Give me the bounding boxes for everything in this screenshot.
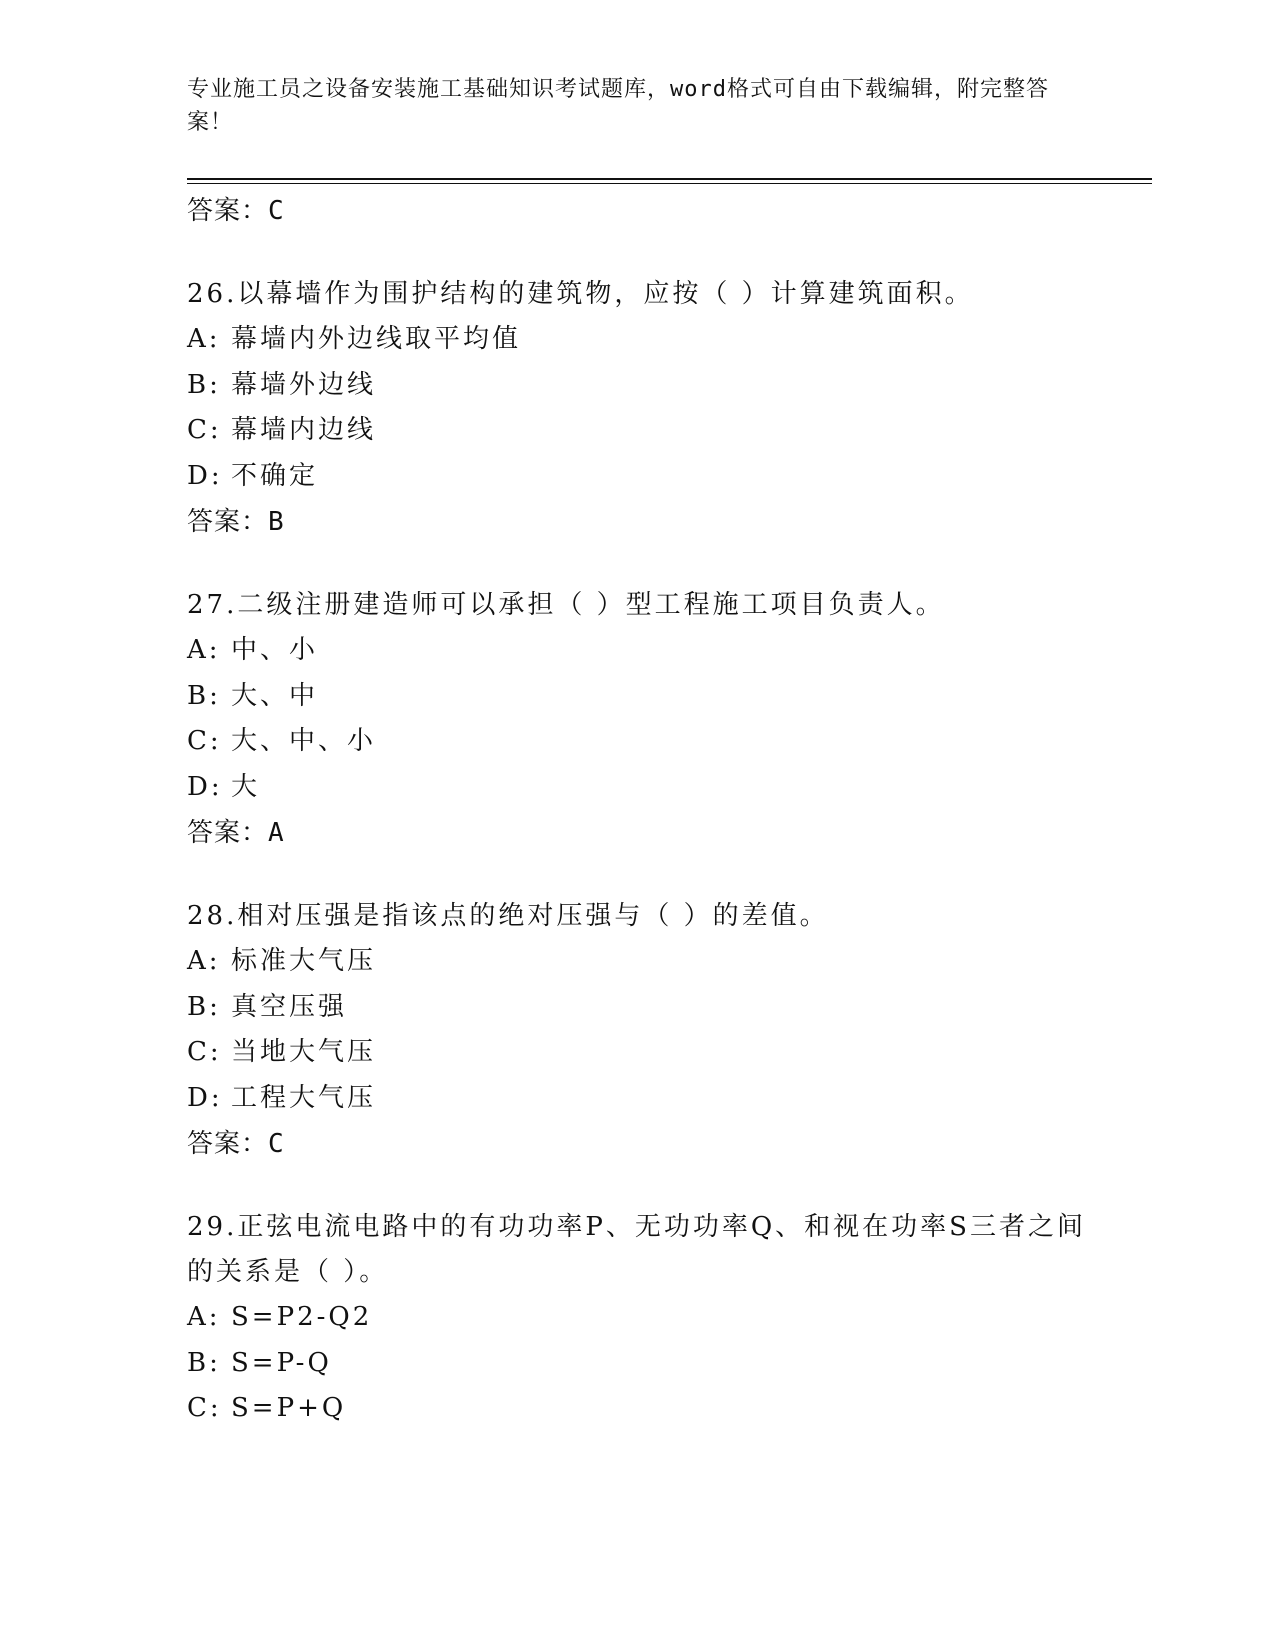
option-text: 工程大气压 xyxy=(231,1082,377,1113)
option-letter: B: xyxy=(187,369,221,400)
option-letter: D: xyxy=(187,460,223,491)
option-b xyxy=(187,674,1087,720)
option-letter: A: xyxy=(187,324,221,354)
answer-line: 答案：A xyxy=(187,818,285,848)
question-stem: 26.以幕墙作为围护结构的建筑物，应按（ ）计算建筑面积。 xyxy=(187,279,974,309)
option-letter: A: xyxy=(187,635,221,665)
option-text: 大、中、小 xyxy=(231,726,377,756)
option-letter: C: xyxy=(187,1037,222,1067)
option-a xyxy=(187,317,1087,363)
question-stem: 27.二级注册建造师可以承担（ ）型工程施工项目负责人。 xyxy=(187,590,945,620)
option-text: 幕墙内外边线取平均值 xyxy=(231,324,522,354)
option-b xyxy=(187,363,1087,409)
question-list xyxy=(187,188,1087,1432)
option-d xyxy=(187,454,1087,500)
option-text: 大、中 xyxy=(231,680,319,711)
option-c xyxy=(187,1030,1087,1076)
option-letter: A: xyxy=(187,1302,221,1332)
question-stem: 28.相对压强是指该点的绝对压强与（ ）的差值。 xyxy=(187,901,829,931)
option-a xyxy=(187,628,1087,674)
option-text: 当地大气压 xyxy=(231,1037,377,1067)
option-c xyxy=(187,408,1087,454)
option-c xyxy=(187,1386,1087,1432)
header-rule-thick xyxy=(187,178,1152,180)
option-b xyxy=(187,985,1087,1031)
option-text: 标准大气压 xyxy=(231,946,377,976)
answer-line: 答案：B xyxy=(187,507,285,537)
option-a xyxy=(187,939,1087,985)
option-d xyxy=(187,1076,1087,1122)
option-letter: D: xyxy=(187,771,223,802)
option-letter: A: xyxy=(187,946,221,976)
option-text: 大 xyxy=(231,771,261,802)
option-letter: D: xyxy=(187,1082,223,1113)
option-text: S=P+Q xyxy=(231,1393,347,1423)
option-c xyxy=(187,719,1087,765)
option-letter: C: xyxy=(187,415,222,445)
question-27 xyxy=(187,583,1087,856)
answer-line: 答案：C xyxy=(187,196,285,226)
option-letter: C: xyxy=(187,726,222,756)
option-text: 幕墙外边线 xyxy=(231,369,377,400)
document-header: 专业施工员之设备安装施工基础知识考试题库，word格式可自由下载编辑，附完整答案！ xyxy=(187,77,1049,135)
option-letter: B: xyxy=(187,1347,221,1378)
option-text: 中、小 xyxy=(231,635,319,665)
option-letter: B: xyxy=(187,991,221,1022)
question-26 xyxy=(187,272,1087,545)
option-text: S=P-Q xyxy=(231,1347,332,1378)
header-rule-thin xyxy=(187,183,1152,184)
option-text: 幕墙内边线 xyxy=(231,415,377,445)
question-29 xyxy=(187,1205,1087,1432)
option-text: 真空压强 xyxy=(231,991,348,1022)
option-text: S=P2-Q2 xyxy=(231,1302,373,1332)
option-d xyxy=(187,765,1087,811)
answer-line: 答案：C xyxy=(187,1129,285,1159)
option-letter: C: xyxy=(187,1393,222,1423)
question-stem: 29.正弦电流电路中的有功功率P、无功功率Q、和视在功率S三者之间的关系是（ ）。 xyxy=(187,1212,1086,1287)
option-b xyxy=(187,1341,1087,1387)
option-text: 不确定 xyxy=(231,460,319,491)
question-28 xyxy=(187,894,1087,1167)
option-letter: B: xyxy=(187,680,221,711)
option-a xyxy=(187,1295,1087,1341)
